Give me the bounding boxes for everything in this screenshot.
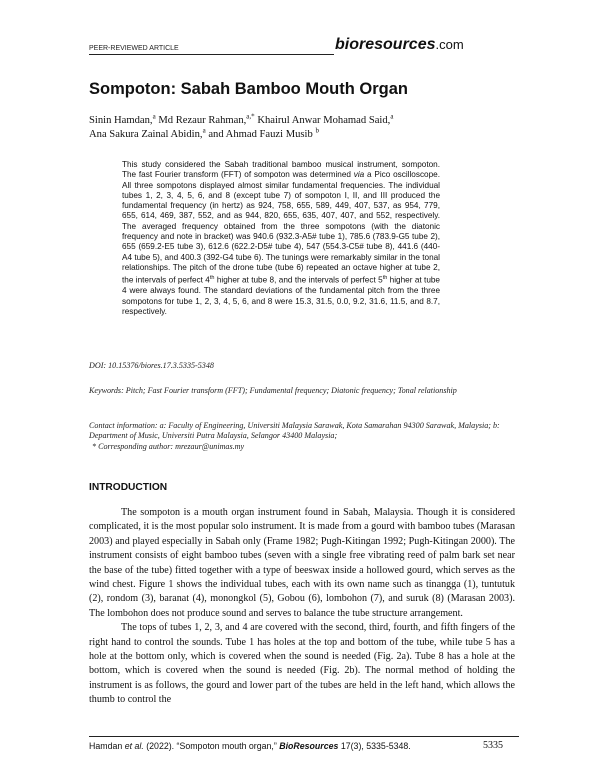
journal-brand-suffix: .com — [435, 37, 464, 52]
author-list — [89, 114, 519, 142]
affiliations: Contact information: a: Faculty of Engineering, Universiti Malaysia Sarawak, Kota Samarahan 94300 Sarawak, Malaysia; b: Department of Music, Universiti Putra Malaysia, Selangor 43400 Malaysia; — [89, 421, 500, 441]
peer-reviewed-label: PEER-REVIEWED ARTICLE — [89, 45, 179, 52]
author-affiliation-mark: a — [390, 112, 394, 121]
journal-brand-name: bioresources — [335, 36, 436, 53]
footer-rule — [89, 736, 519, 737]
author: Ana Sakura Zainal Abidin, — [89, 129, 203, 140]
journal-brand — [335, 36, 464, 54]
author: Sinin Hamdan, — [89, 115, 153, 126]
body-paragraph: The sompoton is a mouth organ instrument found in Sabah, Malaysia. Though it is considered complicated, it is the most popular solo instrument. It is made from a gourd with bamboo tubes (Marasan 2003) and played especially in Sabah only (Frame 1982; Pugh-Kitingan 1992; Pugh-Kitingan 2000). The instrument consists of eight bamboo tubes (seven with a single free vibrating reed of palm bark set near the base of the tube) fitted together with a type of beeswax inside a hollowed gourd, which serves as the wind chest. Figure 1 shows the individual tubes, each with its own name such as tinangga (1), tuntutuk (2), rondom (3), baranat (4), monongkol (5), Gobou (6), lombohon (7), and suruk (8) (Marasan 2003). The lombohon does not produce sound and serves to balance the tube structure arrangement. — [89, 507, 515, 619]
journal-name: BioResources — [279, 741, 339, 751]
contact-information — [89, 421, 519, 452]
header-rule — [89, 54, 334, 55]
page-number: 5335 — [483, 740, 503, 751]
introduction-body — [89, 506, 515, 708]
author: Khairul Anwar Mohamad Said, — [257, 115, 391, 126]
section-heading: INTRODUCTION — [89, 482, 168, 493]
doi: DOI: 10.15376/biores.17.3.5335-5348 — [89, 361, 214, 370]
author-affiliation-mark: a — [202, 126, 206, 135]
author: and Ahmad Fauzi Musib — [208, 129, 313, 140]
author-affiliation-mark: a — [152, 112, 156, 121]
corresponding-author: * Corresponding author: mrezaur@unimas.my — [92, 441, 245, 451]
author: Md Rezaur Rahman, — [158, 115, 247, 126]
article-title: Sompoton: Sabah Bamboo Mouth Organ — [89, 80, 408, 98]
abstract: This study considered the Sabah traditional bamboo musical instrument, sompoton. The fast Fourier transform (FFT) of sompoton was determined via a Pico oscilloscope. All three sompotons displayed almost similar fundamental frequencies. The individual tubes 1, 2, 3, 4, 5, 6, and 8 (except tube 7) of sompoton I, II, and III produced the fundamental frequency (in hertz) as 924, 758, 655, 589, 449, 407, 537, as 954, 779, 655, 614, 469, 387, 552, and as 944, 820, 655, 635, 407, 407, and 552, respectively. The averaged frequency obtained from the three sompotons (with the diatonic frequency and note in bracket) was 940.6 (932.3-A5# tube 1), 785.6 (783.9-G5 tube 2), 655 (659.2-E5 tube 3), 612.6 (622.2-D5# tube 4), 547 (554.3-C5# tube 8), 441.6 (440-A4 tube 5), and 400.3 (392-G4 tube 6). The tunings were remarkably similar in the tonal relationships. The pitch of the drone tube (tube 6) repeated an octave higher at tube 2, the intervals of perfect 4th higher at tube 8, and the intervals of perfect 5th higher at tube 4 were always found. The standard deviations of the fundamental pitch from the three sompotons for tube 1, 2, 3, 4, 5, 6, and 8 were 15.3, 31.5, 0.0, 9.2, 31.6, 11.5, and 8.7, respectively. — [122, 160, 440, 316]
body-paragraph: The tops of tubes 1, 2, 3, and 4 are covered with the second, third, fourth, and fifth fingers of the right hand to control the sounds. Tube 1 has holes at the top and bottom of the tube, while tube 5 has a hole at the bottom only, which is covered when the sound is needed (Fig. 2a). Tube 8 has a hole at the bottom, which is covered when the sound is needed (Fig. 2b). The normal method of holding the instrument is as follows, the gourd and lower part of the tubes are held in the left hand, which allows the thumb to control the — [89, 622, 515, 706]
citation-footer: Hamdan et al. (2022). “Sompoton mouth organ,” BioResources 17(3), 5335-5348. — [89, 741, 411, 751]
author-affiliation-mark: b — [315, 126, 319, 135]
keywords: Keywords: Pitch; Fast Fourier transform (FFT); Fundamental frequency; Diatonic frequency; Tonal relationship — [89, 386, 457, 395]
author-affiliation-mark: a,* — [246, 112, 255, 121]
